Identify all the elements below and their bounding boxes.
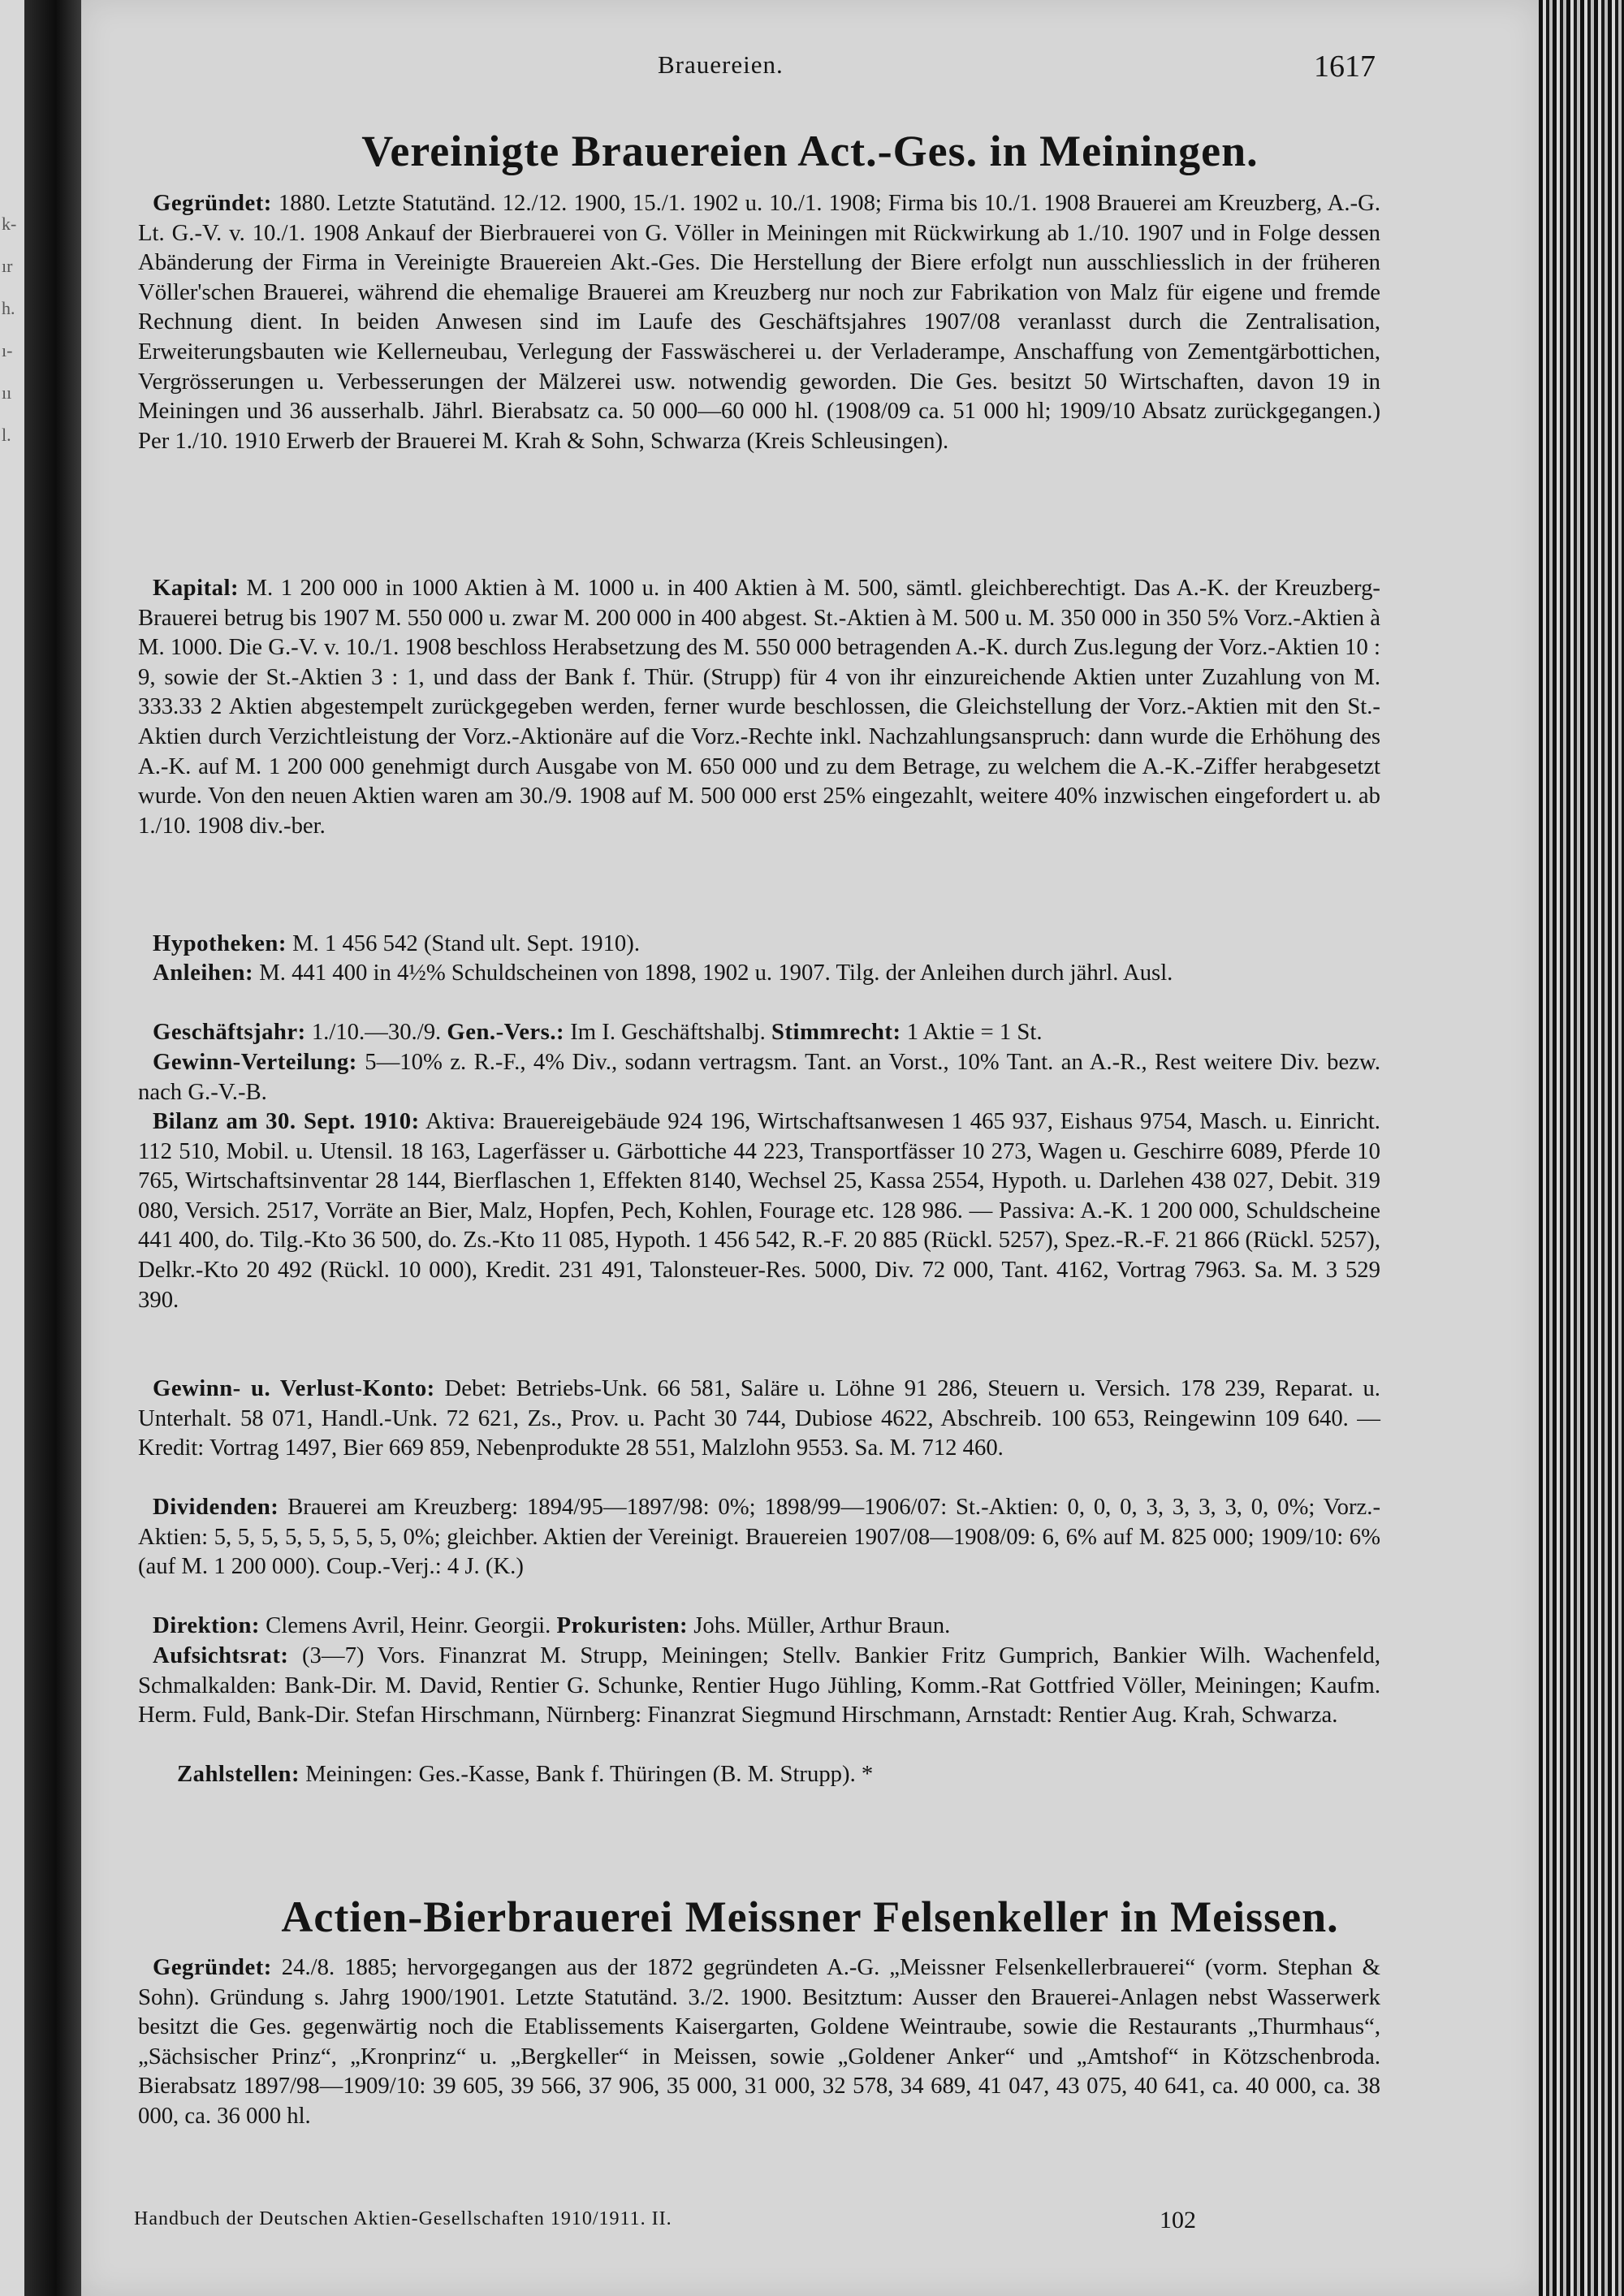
label: Prokuristen: xyxy=(556,1612,689,1638)
fragment: h. xyxy=(2,298,15,318)
label: Zahlstellen: xyxy=(177,1761,300,1787)
label: Geschäftsjahr: xyxy=(153,1019,306,1045)
adjacent-page-fragments xyxy=(2,203,23,456)
running-head: Brauereien. xyxy=(658,50,784,79)
label: Kapital: xyxy=(153,575,240,601)
label: Bilanz am 30. Sept. 1910: xyxy=(153,1108,420,1134)
paragraph-dividenden xyxy=(138,1492,1380,1582)
paragraph-gegruendet xyxy=(138,188,1380,455)
company-title-meiningen: Vereinigte Brauereien Act.-Ges. in Meiningen. xyxy=(361,127,1259,175)
text: 1./10.—30./9. xyxy=(305,1019,442,1045)
label: Gegründet: xyxy=(153,1954,272,1980)
text: 1 Aktie = 1 St. xyxy=(901,1019,1043,1045)
label: Direktion: xyxy=(153,1612,260,1638)
fragment: ı- xyxy=(2,340,13,360)
page-number: 1617 xyxy=(1314,50,1376,84)
paragraph-hypotheken xyxy=(138,929,1380,959)
paragraph-gegruendet-meissen xyxy=(138,1953,1380,2131)
text: Debet: Betriebs-Unk. 66 581, Saläre u. Löhne 91 286, Steuern u. Versich. 178 239, Reparat. u. Unterhalt. 58 071, Handl.-Unk. 72 621, Zs., Prov. u. Pacht 30 744, Dubiose 4622, Abschreib. 100 653, Reingewinn 109 640. — Kredit: Vortrag 1497, Bier 669 859, Nebenprodukte 28 551, Malzlohn 9553. Sa. M. 712 460. xyxy=(138,1375,1380,1461)
text: Brauerei am Kreuzberg: 1894/95—1897/98: 0%; 1898/99—1906/07: St.-Aktien: 0, 0, 0, 3, 3, 3, 3, 0, 0%; Vorz.-Aktien: 5, 5, 5, 5, 5, 5, 5, 5, 0%; gleichber. Aktien der Vereinigt. Brauereien 1907/08—1908/09: 6, 6% auf M. 825 000; 1909/10: 6% (auf M. 1 200 000). Coup.-Verj.: 4 J. (K.) xyxy=(138,1494,1380,1580)
label: Dividenden: xyxy=(153,1494,279,1520)
text: M. 441 400 in 4½% Schuldscheinen von 1898, 1902 u. 1907. Tilg. der Anleihen durch jährl. Ausl. xyxy=(253,960,1173,986)
label: Gewinn-Verteilung: xyxy=(153,1049,357,1075)
text: (3—7) Vors. Finanzrat M. Strupp, Meiningen; Stellv. Bankier Fritz Gumprich, Bankier Wilh. Wachenfeld, Schmalkalden: Bank-Dir. M. David, Rentier G. Schunke, Rentier Hugo Jühling, Komm.-Rat Gottfried Völler, Meiningen; Kaufm. Herm. Fuld, Bank-Dir. Stefan Hirschmann, Nürnberg: Finanzrat Siegmund Hirschmann, Arnstadt: Rentier Aug. Krah, Schwarza. xyxy=(138,1642,1380,1728)
text: Clemens Avril, Heinr. Georgii. xyxy=(259,1612,551,1638)
label: Gegründet: xyxy=(153,190,272,216)
text: M. 1 456 542 (Stand ult. Sept. 1910). xyxy=(286,930,640,956)
paragraph-aufsichtsrat xyxy=(138,1641,1380,1730)
paragraph-kapital xyxy=(138,573,1380,840)
fragment: ır xyxy=(2,256,13,276)
paragraph-gewinn-verlust xyxy=(138,1374,1380,1463)
text: Johs. Müller, Arthur Braun. xyxy=(688,1612,951,1638)
fragment: k- xyxy=(2,214,17,234)
label: Anleihen: xyxy=(153,960,254,986)
paragraph-zahlstellen xyxy=(138,1759,1380,1789)
text: 5—10% z. R.-F., 4% Div., sodann vertragsm. Tant. an Vorst., 10% Tant. an A.-R., Rest weitere Div. bezw. nach G.-V.-B. xyxy=(138,1049,1380,1105)
text: 1880. Letzte Statutänd. 12./12. 1900, 15./1. 1902 u. 10./1. 1908; Firma bis 10./1. 1908 Brauerei am Kreuzberg, A.-G. Lt. G.-V. v. 10./1. 1908 Ankauf der Bierbrauerei von G. Völler in Meiningen mit Rückwirkung ab 1./10. 1907 und in Folge dessen Abänderung der Firma in Vereinigte Brauereien Akt.-Ges. Die Herstellung der Biere erfolgt nun ausschliesslich in der früheren Völler'schen Brauerei, während die ehemalige Brauerei am Kreuzberg nur noch zur Fabrikation von Malz für eigene und fremde Rechnung dient. In beiden Anwesen sind im Laufe des Geschäftsjahres 1907/08 veranlasst durch die Zentralisation, Erweiterungsbauten wie Kellerneubau, Verlegung der Fasswäscherei u. der Verladerampe, Anschaffung von Zementgärbottichen, Vergrösserungen u. Verbesserungen der Mälzerei usw. notwendig geworden. Die Ges. besitzt 50 Wirtschaften, davon 19 in Meiningen und 36 ausserhalb. Jährl. Bierabsatz ca. 50 000—60 000 hl. (1908/09 ca. 51 000 hl; 1909/10 Absatz zurückgegangen.) Per 1./10. 1910 Erwerb der Brauerei M. Krah & Sohn, Schwarza (Kreis Schleusingen). xyxy=(138,190,1380,454)
paragraph-bilanz xyxy=(138,1107,1380,1314)
page-stack-edge xyxy=(1539,0,1624,2296)
label: Aufsichtsrat: xyxy=(153,1642,289,1668)
fragment: l. xyxy=(2,425,11,445)
text: M. 1 200 000 in 1000 Aktien à M. 1000 u. in 400 Aktien à M. 500, sämtl. gleichberechtigt. Das A.-K. der Kreuzberg-Brauerei betrug bis 1907 M. 550 000 u. zwar M. 200 000 in 400 abgest. St.-Aktien à M. 500 u. M. 350 000 in 350 5% Vorz.-Aktien à M. 1000. Die G.-V. v. 10./1. 1908 beschloss Herabsetzung des M. 550 000 betragenden A.-K. durch Zus.legung der Vorz.-Aktien 10 : 9, sowie der St.-Aktien 3 : 1, und dass der Bank f. Thür. (Strupp) für 4 von ihr einzureichende Aktien unter Zuzahlung von M. 333.33 2 Aktien abgestempelt zurückgegeben werden, ferner wurde beschlossen, die Gleichstellung der Vorz.-Aktien mit den St.-Aktien durch Verzichtleistung der Vorz.-Aktionäre auf die Vorz.-Rechte inkl. Nachzahlungsanspruch: dann wurde die Erhöhung des A.-K. auf M. 1 200 000 genehmigt durch Ausgabe von M. 650 000 und zu dem Betrage, zu welchem die A.-K.-Ziffer herabgesetzt wurde. Von den neuen Aktien waren am 30./9. 1908 auf M. 500 000 erst 25% eingezahlt, weitere 40% inzwischen eingefordert u. ab 1./10. 1908 div.-ber. xyxy=(138,575,1380,839)
label: Hypotheken: xyxy=(153,930,287,956)
label: Gewinn- u. Verlust-Konto: xyxy=(153,1375,435,1401)
company-title-meissen: Actien-Bierbrauerei Meissner Felsenkeller in Meissen. xyxy=(281,1892,1339,1941)
paragraph-anleihen xyxy=(138,958,1380,988)
paragraph-gewinn-verteilung xyxy=(138,1047,1380,1107)
text: Im I. Geschäftshalbj. xyxy=(564,1019,766,1045)
fragment: ıı xyxy=(2,382,12,403)
book-binding-shadow xyxy=(24,0,81,2296)
label: Gen.-Vers.: xyxy=(447,1019,565,1045)
paragraph-geschaeftsjahr xyxy=(138,1017,1380,1047)
sheet-signature: 102 xyxy=(1160,2207,1196,2233)
text: Meiningen: Ges.-Kasse, Bank f. Thüringen (B. M. Strupp). * xyxy=(300,1761,874,1787)
text: Aktiva: Brauereigebäude 924 196, Wirtschaftsanwesen 1 465 937, Eishaus 9754, Masch. u. Einricht. 112 510, Mobil. u. Utensil. 18 163, Lagerfässer u. Gärbottiche 44 223, Transportfässer 10 273, Wagen u. Geschirre 6089, Pferde 10 765, Wirtschaftsinventar 28 144, Bierflaschen 1, Effekten 8140, Wechsel 25, Kassa 2554, Hypoth. u. Darlehen 438 027, Debit. 319 080, Versich. 2517, Vorräte an Bier, Malz, Hopfen, Pech, Kohlen, Fourage etc. 128 986. — Passiva: A.-K. 1 200 000, Schuldscheine 441 400, do. Tilg.-Kto 36 500, do. Zs.-Kto 11 085, Hypoth. 1 456 542, R.-F. 20 885 (Rückl. 5257), Spez.-R.-F. 21 866 (Rückl. 5257), Delkr.-Kto 20 492 (Rückl. 10 000), Kredit. 231 491, Talonsteuer-Res. 5000, Div. 72 000, Tant. 4162, Vortrag 7963. Sa. M. 3 529 390. xyxy=(138,1108,1380,1313)
footer-reference: Handbuch der Deutschen Aktien-Gesellschaften 1910/1911. II. xyxy=(134,2208,672,2229)
text: 24./8. 1885; hervorgegangen aus der 1872 gegründeten A.-G. „Meissner Felsenkellerbrauerei“ (vorm. Stephan & Sohn). Gründung s. Jahrg 1900/1901. Letzte Statutänd. 3./2. 1900. Besitztum: Ausser den Brauerei-Anlagen nebst Wasserwerk besitzt die Ges. gegenwärtig noch die Etablissements Kaisergarten, Goldene Weintraube, sowie die Restaurants „Thurmhaus“, „Sächsischer Prinz“, „Kronprinz“ u. „Bergkeller“ in Meissen, sowie „Goldener Anker“ und „Amtshof“ in Kötzschenbroda. Bierabsatz 1897/98—1909/10: 39 605, 39 566, 37 906, 35 000, 31 000, 32 578, 34 689, 41 047, 43 075, 40 641, ca. 40 000, ca. 38 000, ca. 36 000 hl. xyxy=(138,1954,1380,2129)
label: Stimmrecht: xyxy=(771,1019,901,1045)
paragraph-direktion xyxy=(138,1611,1380,1641)
